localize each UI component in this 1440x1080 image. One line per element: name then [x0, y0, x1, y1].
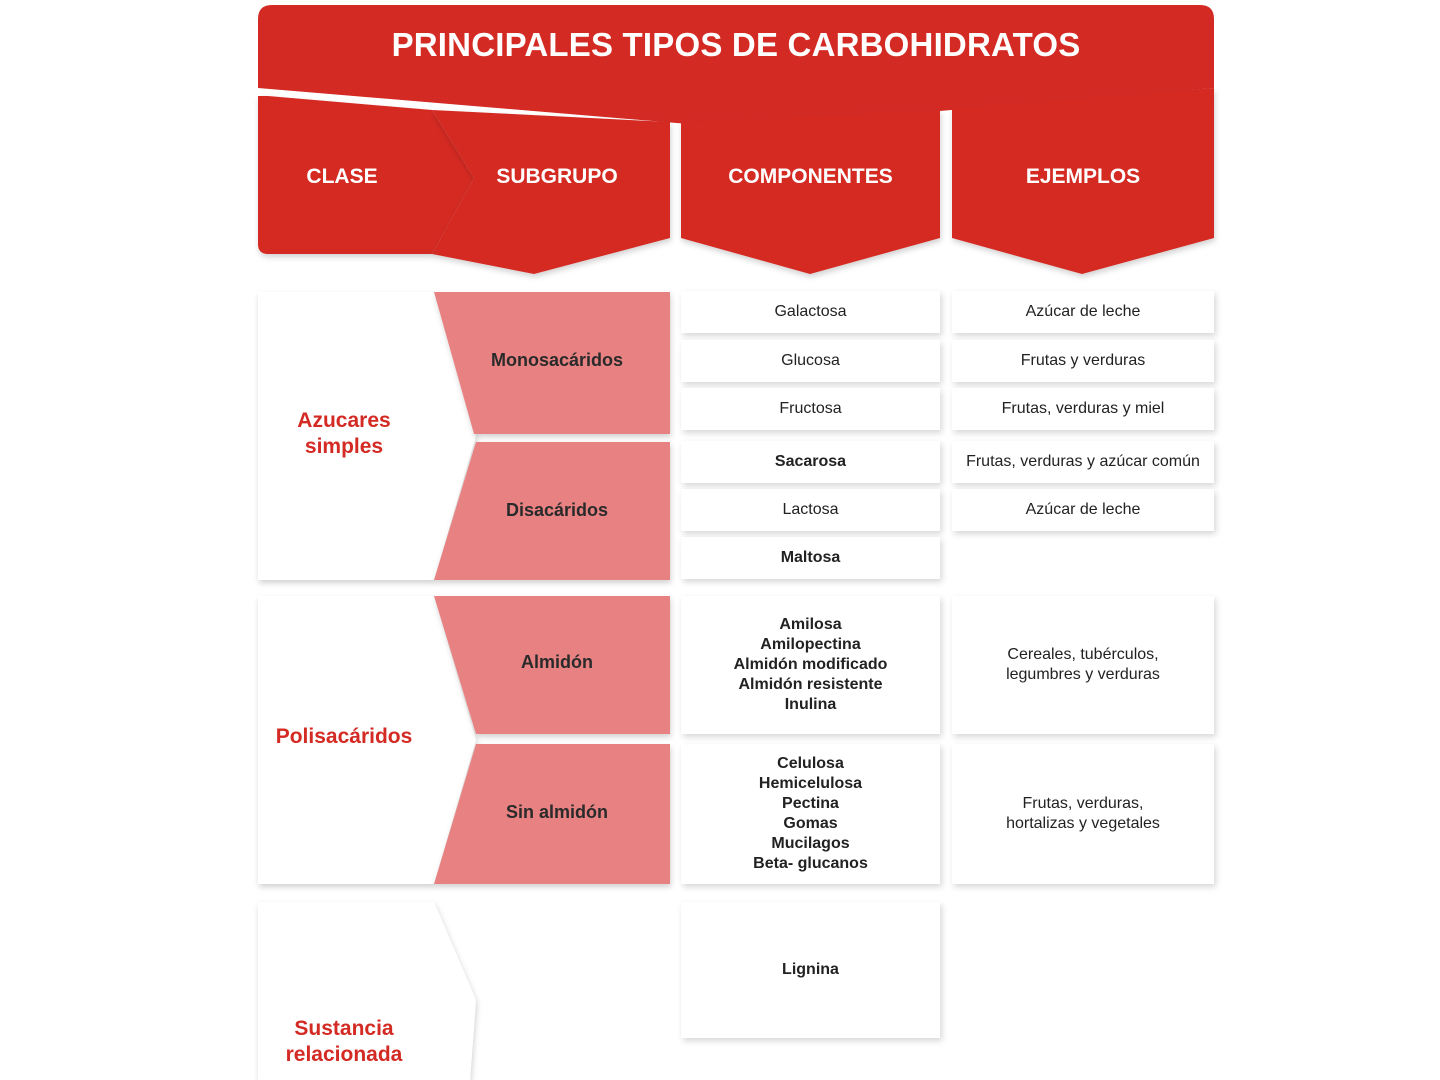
- componente-cell: [681, 902, 940, 1038]
- componente-text: Inulina: [784, 696, 837, 713]
- subgrupo-disacaridos: Disacáridos: [505, 499, 609, 520]
- clase-line: Polisacáridos: [275, 725, 413, 748]
- componente-cell: [681, 441, 940, 483]
- header-ejemplos: EJEMPLOS: [1025, 165, 1141, 188]
- componente-cell: [681, 388, 940, 430]
- componente-text: Sacarosa: [774, 453, 847, 470]
- componente-text: Fructosa: [779, 400, 842, 417]
- componente-text: Lignina: [782, 961, 839, 978]
- subgrupo-almidon: Almidón: [521, 651, 593, 672]
- ejemplo-cell: [952, 388, 1214, 430]
- header-componentes: COMPONENTES: [728, 165, 893, 188]
- ejemplo-text: Azúcar de leche: [1025, 501, 1141, 518]
- ejemplo-text: Frutas y verduras: [1020, 352, 1146, 369]
- componente-cell: [681, 340, 940, 382]
- ejemplo-cell: [952, 744, 1214, 884]
- componente-text: Maltosa: [780, 549, 841, 566]
- componente-text: Almidón modificado: [733, 656, 888, 673]
- ejemplo-text: Azúcar de leche: [1025, 303, 1141, 320]
- ejemplo-cell: [952, 340, 1214, 382]
- componente-text: Pectina: [782, 795, 839, 812]
- componente-text: Hemicelulosa: [758, 775, 863, 792]
- ejemplo-cell: [952, 489, 1214, 531]
- ejemplo-cell: [952, 596, 1214, 734]
- clase-polisacaridos: [262, 722, 426, 752]
- componente-cell: [681, 596, 940, 734]
- ejemplo-text: Cereales, tubérculos,: [1007, 646, 1159, 663]
- ejemplo-text: hortalizas y vegetales: [1006, 815, 1160, 832]
- clase-line: Sustancia: [294, 1017, 394, 1040]
- componente-cell: [681, 489, 940, 531]
- ejemplo-cell: [952, 441, 1214, 483]
- componente-text: Almidón resistente: [738, 676, 883, 693]
- componente-text: Mucilagos: [771, 835, 850, 852]
- ejemplo-text: legumbres y verduras: [1006, 666, 1160, 683]
- componente-text: Celulosa: [777, 755, 844, 772]
- componente-text: Lactosa: [782, 501, 839, 518]
- subgrupo-monosacaridos: Monosacáridos: [490, 349, 624, 370]
- componente-cell: [681, 537, 940, 579]
- header-componentes-shape: [681, 110, 940, 274]
- ejemplo-text: Frutas, verduras y miel: [1001, 400, 1165, 417]
- componente-text: Gomas: [783, 815, 838, 832]
- ejemplo-cell: [952, 291, 1214, 333]
- clase-line: relacionada: [285, 1043, 403, 1066]
- componente-text: Amilopectina: [760, 636, 861, 653]
- clase-sustancia-relacionada: [262, 1014, 426, 1070]
- clase-azucares-simples: [262, 404, 426, 464]
- header-clase: CLASE: [306, 165, 378, 188]
- componente-cell: [681, 744, 940, 884]
- componente-text: Beta- glucanos: [753, 855, 868, 872]
- clase-line: Azucares: [297, 409, 391, 432]
- subgrupo-sin-almidon: Sin almidón: [505, 801, 608, 822]
- header-subgrupo-shape: [432, 110, 670, 274]
- componente-text: Glucosa: [781, 352, 840, 369]
- componente-text: Amilosa: [779, 616, 842, 633]
- ejemplo-text: Frutas, verduras,: [1022, 795, 1144, 812]
- page-title: PRINCIPALES TIPOS DE CARBOHIDRATOS: [391, 26, 1081, 63]
- ejemplo-text: Frutas, verduras y azúcar común: [966, 453, 1200, 470]
- componente-cell: [681, 291, 940, 333]
- clase-line: simples: [304, 435, 384, 458]
- componente-text: Galactosa: [774, 303, 847, 320]
- header-subgrupo: SUBGRUPO: [496, 165, 618, 188]
